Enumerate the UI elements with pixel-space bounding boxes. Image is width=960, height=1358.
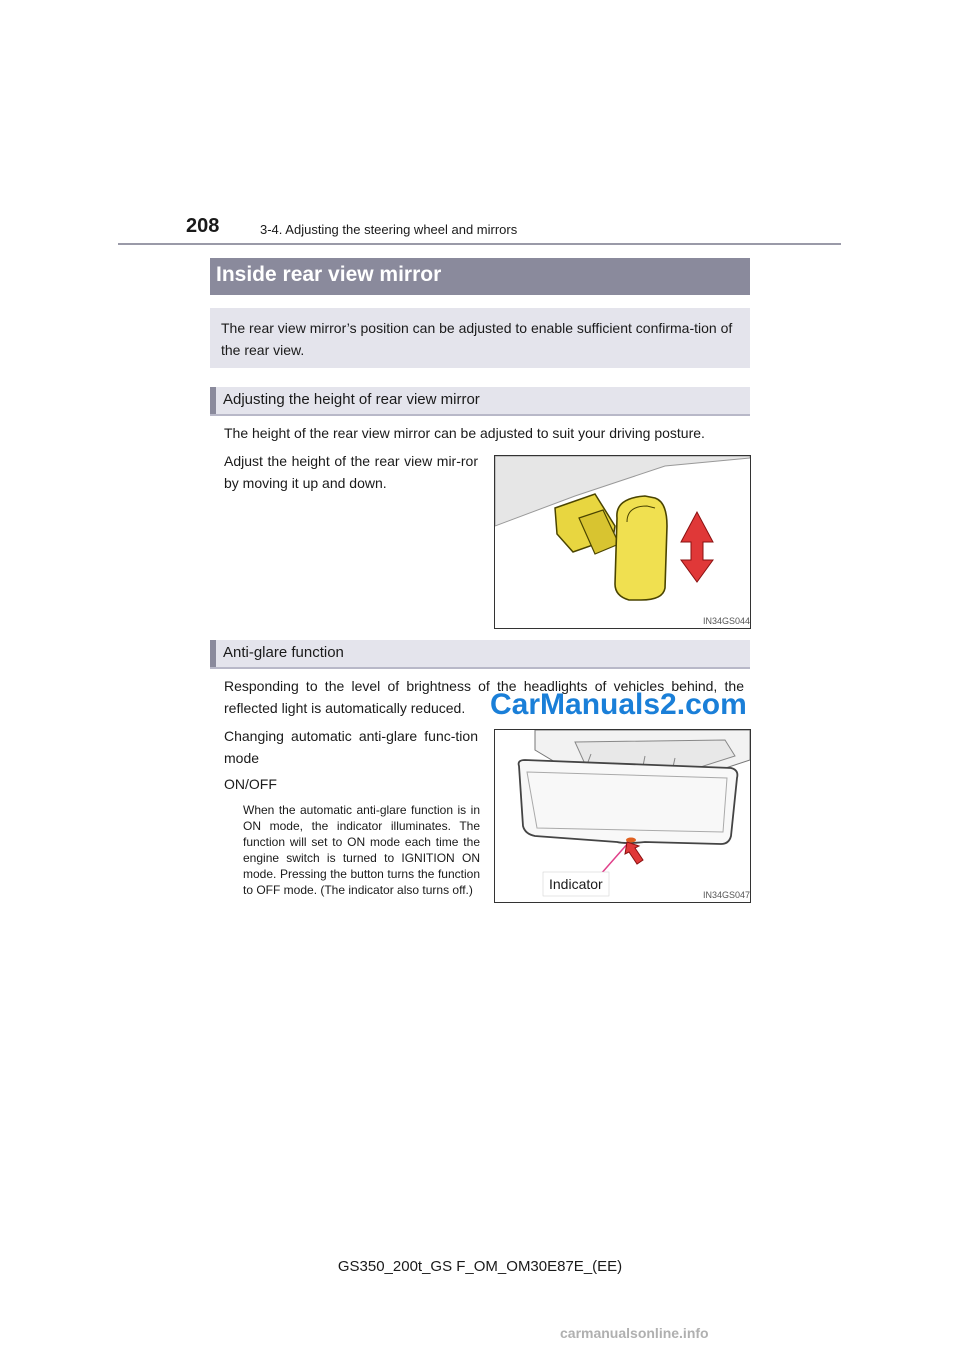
header-rule xyxy=(118,243,841,245)
intro-box xyxy=(210,308,750,368)
figure-code-indicator: IN34GS047 xyxy=(703,890,751,900)
subheading-antiglare xyxy=(210,640,750,669)
mirror-height-illustration xyxy=(495,456,750,628)
page-number: 208 xyxy=(186,215,220,237)
antiglare-description: Responding to the level of brightness of the headlights of vehicles behind, the reflected light is automatically reduced. xyxy=(224,678,744,716)
height-instruction: Adjust the height of the rear view mir-ror by moving it up and down. xyxy=(224,453,478,491)
antiglare-mode-label: ON/OFF xyxy=(224,776,277,792)
antiglare-note: When the automatic anti-glare function is in ON mode, the indicator illuminates. The function will set to ON mode each time the engine switch is turned to IGNITION ON mode. Pressing the button turns the function to OFF mode. (The indicator also turns off.) xyxy=(243,803,480,897)
subheading-height-label: Adjusting the height of rear view mirror xyxy=(223,391,480,408)
subheading-antiglare-label: Anti-glare function xyxy=(223,644,344,661)
footer-document-code: GS350_200t_GS F_OM_OM30E87E_(EE) xyxy=(337,1258,623,1275)
figure-code-height: IN34GS044 xyxy=(703,616,751,626)
page-title: Inside rear view mirror xyxy=(216,263,442,286)
mirror-height-figure xyxy=(494,455,751,629)
section-title: 3-4. Adjusting the steering wheel and mirrors xyxy=(260,222,518,237)
height-description: The height of the rear view mirror can be adjusted to suit your driving posture. xyxy=(224,425,705,441)
watermark-carmanuals2: CarManuals2.com xyxy=(490,688,747,721)
antiglare-mode-title: Changing automatic anti-glare func-tion mode xyxy=(224,728,478,766)
indicator-label: Indicator xyxy=(549,876,603,892)
subheading-height xyxy=(210,387,750,416)
mirror-indicator-illustration xyxy=(495,730,750,902)
mirror-indicator-figure xyxy=(494,729,751,903)
title-banner xyxy=(210,258,750,295)
intro-text: The rear view mirror’s position can be adjusted to enable sufficient confirma-tion of the rear view. xyxy=(221,320,733,358)
watermark-carmanualsonline: carmanualsonline.info xyxy=(560,1325,709,1341)
